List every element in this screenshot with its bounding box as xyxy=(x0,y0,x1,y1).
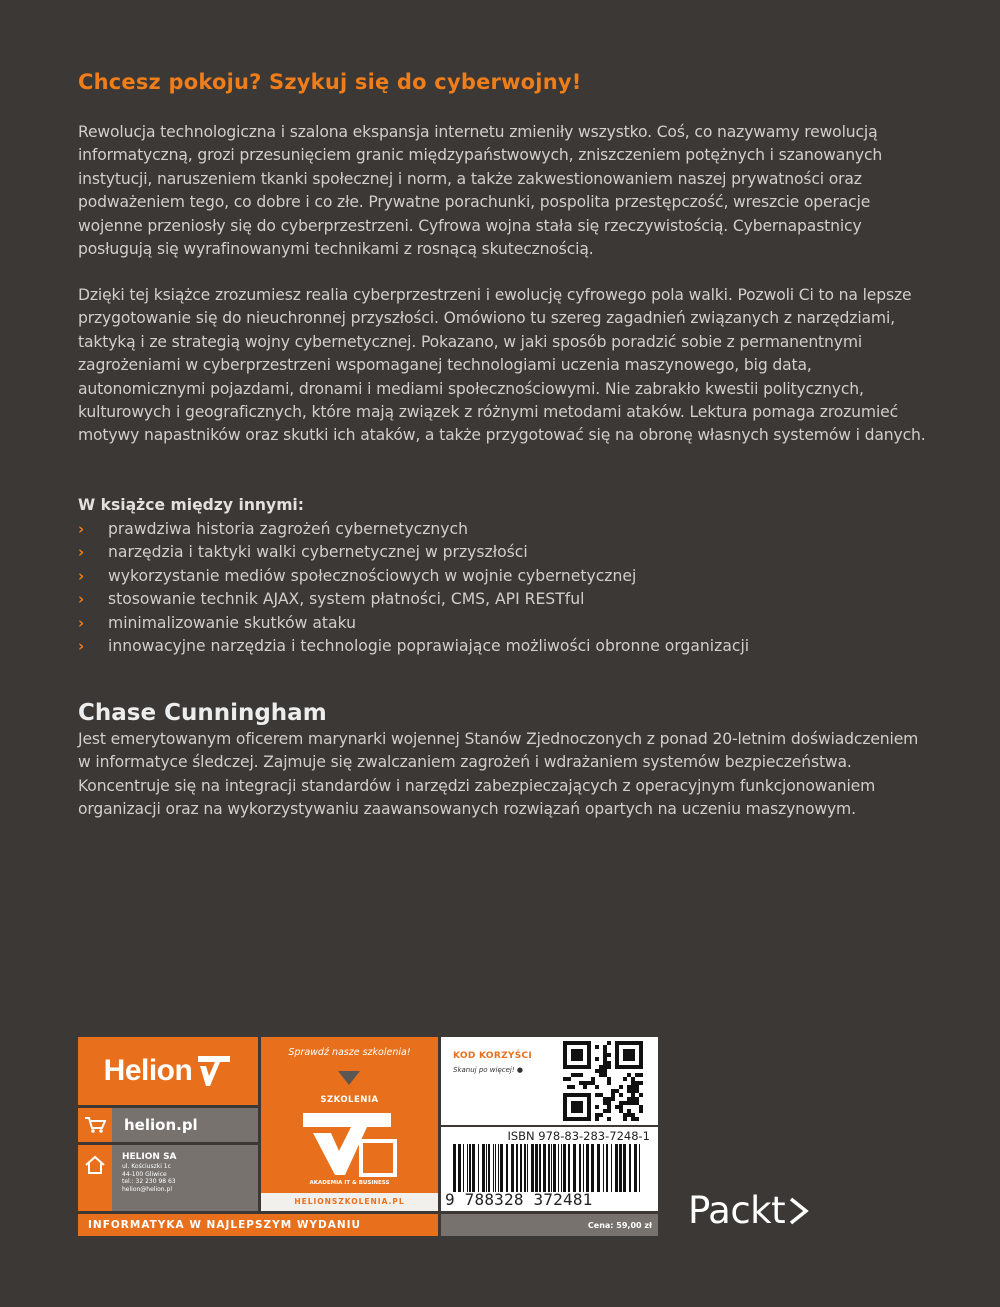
arrow-down-icon xyxy=(338,1071,360,1085)
author-bio: Jest emerytowanym oficerem marynarki wojennej Stanów Zjednoczonych z ponad 20-letnim doświadczeniem w informatyce śledczej. Zajmuje się zwalczaniem zagrożeń i wdrażaniem systemów bezpieczeństwa. Koncentruje się na integracji standardów i narzędzi zabezpieczających z operacyjnym funkcjonowaniem organizacji oraz na wykorzystywaniu zaawansowanych rozwiązań opartych na uczeniu maszynowym. xyxy=(78,730,919,819)
list-item-text: stosowanie technik AJAX, system płatności, CMS, API RESTful xyxy=(108,590,585,609)
list-item-text: innowacyjne narzędzia i technologie poprawiające możliwości obronne organizacji xyxy=(108,636,750,655)
helion-logo-box xyxy=(78,1037,258,1105)
qr-code-icon[interactable] xyxy=(563,1041,651,1121)
isbn-text: ISBN 978-83-283-7248-1 xyxy=(507,1129,650,1143)
address-box xyxy=(112,1145,258,1211)
website-link[interactable]: helion.pl xyxy=(124,1116,198,1134)
address-line: helion@helion.pl xyxy=(122,1185,172,1193)
publisher-tagline: INFORMATYKA W NAJLEPSZYM WYDANIU xyxy=(78,1214,438,1236)
benefit-code-cta: Skanuj po więcej! ● xyxy=(453,1066,523,1074)
list-item-text: minimalizowanie skutków ataku xyxy=(108,613,357,632)
training-label: SZKOLENIA xyxy=(320,1095,379,1105)
features-title: W książce między innymi: xyxy=(78,496,305,514)
list-item xyxy=(78,518,938,541)
helion-logo: Helion xyxy=(103,1054,193,1087)
author-name: Chase Cunningham xyxy=(78,700,327,726)
address-line: ul. Kościuszki 1c xyxy=(122,1163,171,1170)
house-icon xyxy=(84,1155,106,1175)
list-item xyxy=(78,565,938,588)
cart-strip xyxy=(78,1108,112,1142)
chevron-right-icon: › xyxy=(78,636,85,655)
address-line: tel.: 32 230 98 63 xyxy=(122,1178,176,1185)
address-line: 44-100 Gliwice xyxy=(122,1170,167,1178)
chevron-right-icon: › xyxy=(78,613,85,632)
training-subtitle: AKADEMIA IT & BUSINESS xyxy=(309,1180,390,1186)
benefit-code-box xyxy=(441,1037,658,1125)
headline: Chcesz pokoju? Szykuj się do cyberwojny! xyxy=(78,70,582,94)
training-url[interactable]: HELIONSZKOLENIA.PL xyxy=(261,1193,438,1211)
list-item xyxy=(78,635,938,658)
chevron-right-icon: › xyxy=(78,520,85,538)
list-item xyxy=(78,541,938,564)
isbn-box xyxy=(441,1127,658,1211)
list-item-text: wykorzystanie mediów społecznościowych w wojnie cybernetycznej xyxy=(108,566,637,585)
chevron-right-icon: › xyxy=(78,590,85,609)
address-strip xyxy=(78,1145,112,1211)
packt-logo-text: Packt xyxy=(688,1189,786,1232)
chevron-right-icon xyxy=(788,1196,810,1226)
ean-text: 9 788328 372481 xyxy=(445,1190,593,1209)
training-box xyxy=(261,1037,438,1211)
company-name: HELION SA xyxy=(122,1152,177,1162)
training-cta: Sprawdź nasze szkolenia! xyxy=(288,1047,411,1058)
price-box xyxy=(441,1214,658,1236)
website-box[interactable] xyxy=(112,1108,258,1142)
list-item-text: narzędzia i taktyki walki cybernetycznej w przyszłości xyxy=(108,543,528,562)
benefit-code-title: KOD KORZYŚCI xyxy=(453,1051,533,1061)
packt-logo xyxy=(688,1189,810,1232)
description-paragraph-2: Dzięki tej książce zrozumiesz realia cyberprzestrzeni i ewolucję cyfrowego pola walki. Pozwoli Ci to na lepsze przygotowanie się do nieuchronnej przyszłości. Omówiono tu szereg zagadnień związanych z narzędziami, taktyką i ze strategią wojny cybernetycznej. Pokazano, w jaki sposób poradzić sobie z permanentnymi zagrożeniami w cyberprzestrzeni wspomaganej technologiami uczenia maszynowego, big data, autonomicznymi pojazdami, dronami i mediami społecznościowymi. Nie zabrakło kwestii politycznych, kulturowych i geograficznych, które mają związek z różnymi metodami ataków. Lektura pomaga zrozumieć motywy napastników oraz skutki ich ataków, a także przygotować się na obronę własnych systemów i danych. xyxy=(78,286,926,445)
description-paragraph-1: Rewolucja technologiczna i szalona ekspansja internetu zmieniły wszystko. Coś, co nazywamy rewolucją informatyczną, grozi przesunięciem granic międzypaństwowych, zniszczeniem potężnych i szanowanych instytucji, naruszeniem tkanki społecznej i norm, a także zakwestionowaniem naszej prywatności oraz podważeniem tego, co dobre i co złe. Prywatne porachunki, pospolita przestępczość, wreszcie operacje wojenne przeniosły się do cyberprzestrzeni. Cyfrowa wojna stała się rzeczywistością. Cybernapastnicy posługują się wyrafinowanymi technikami z rosnącą skutecznością. xyxy=(78,123,883,259)
barcode-icon xyxy=(453,1144,649,1192)
helion-checkmark-icon xyxy=(196,1054,232,1088)
features-list xyxy=(78,518,938,658)
list-item xyxy=(78,588,938,611)
chevron-right-icon: › xyxy=(78,543,85,562)
price: Cena: 59,00 zł xyxy=(587,1220,652,1230)
cart-icon xyxy=(84,1116,106,1134)
list-item xyxy=(78,612,938,635)
list-item-text: prawdziwa historia zagrożeń cybernetycznych xyxy=(108,520,468,538)
training-logo-icon xyxy=(299,1107,399,1179)
chevron-right-icon: › xyxy=(78,566,85,585)
